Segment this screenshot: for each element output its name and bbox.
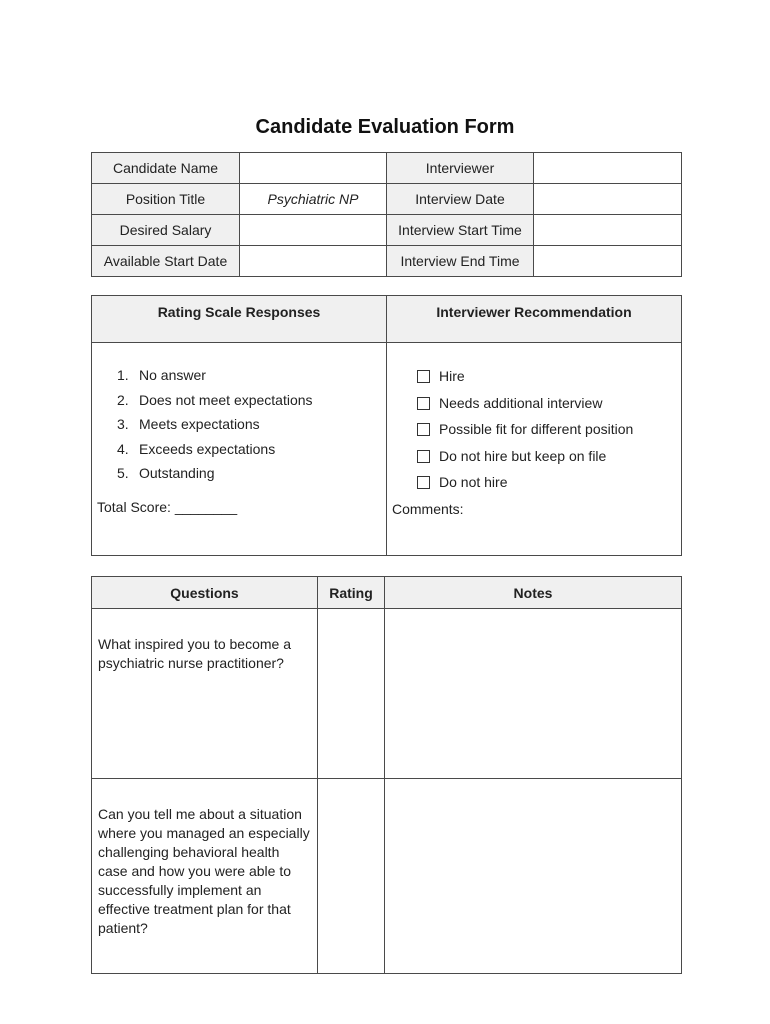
interviewer-field[interactable] [534, 153, 682, 184]
notes-field[interactable] [385, 779, 682, 974]
recommendation-cell [387, 343, 682, 556]
checkbox[interactable] [417, 450, 430, 463]
candidate-name-label: Candidate Name [92, 153, 240, 184]
checkbox[interactable] [417, 370, 430, 383]
interview-end-time-field[interactable] [534, 246, 682, 277]
list-item: 1. No answer [117, 367, 206, 383]
rating-header: Rating [318, 577, 385, 609]
table-row [92, 779, 682, 974]
option-hire[interactable]: Hire [417, 368, 633, 395]
rating-field[interactable] [318, 779, 385, 974]
option-possible-fit[interactable]: Possible fit for different position [417, 421, 633, 448]
candidate-info-table [91, 152, 682, 277]
list-item: 2. Does not meet expectations [117, 391, 313, 408]
question-text: Can you tell me about a situation where you managed an especially challenging behavioral health case and how you were able to successfully implement an effective treatment plan for that patient? [92, 779, 318, 974]
form-title: Candidate Evaluation Form [255, 116, 515, 138]
rating-recommendation-table [91, 295, 682, 556]
questions-header: Questions [92, 577, 318, 609]
interview-date-label: Interview Date [387, 184, 534, 215]
desired-salary-field[interactable] [240, 215, 387, 246]
table-row [92, 609, 682, 779]
questions-table [91, 576, 682, 974]
interview-start-time-label: Interview Start Time [387, 215, 534, 246]
question-text: What inspired you to become a psychiatric nurse practitioner? [92, 609, 318, 779]
option-do-not-hire[interactable]: Do not hire [417, 474, 633, 501]
checkbox[interactable] [417, 423, 430, 436]
option-keep-on-file[interactable]: Do not hire but keep on file [417, 448, 633, 475]
available-start-date-field[interactable] [240, 246, 387, 277]
notes-header: Notes [385, 577, 682, 609]
option-needs-additional-interview[interactable]: Needs additional interview [417, 395, 633, 422]
recommendation-options [417, 368, 633, 501]
recommendation-header: Interviewer Recommendation [387, 296, 682, 343]
rating-scale-list [117, 367, 313, 490]
checkbox[interactable] [417, 397, 430, 410]
interview-date-field[interactable] [534, 184, 682, 215]
interviewer-label: Interviewer [387, 153, 534, 184]
rating-field[interactable] [318, 609, 385, 779]
rating-scale-cell [92, 343, 387, 556]
checkbox[interactable] [417, 476, 430, 489]
position-title-label: Position Title [92, 184, 240, 215]
list-item: 4. Exceeds expectations [117, 440, 276, 457]
interview-start-time-field[interactable] [534, 215, 682, 246]
position-title-field[interactable]: Psychiatric NP [240, 184, 387, 215]
rating-scale-header: Rating Scale Responses [92, 296, 387, 343]
comments-label: Comments: [392, 501, 464, 517]
interview-end-time-label: Interview End Time [387, 246, 534, 277]
list-item: 5. Outstanding [117, 465, 215, 481]
list-item: 3. Meets expectations [117, 416, 260, 432]
available-start-date-label: Available Start Date [92, 246, 240, 277]
candidate-name-field[interactable] [240, 153, 387, 184]
desired-salary-label: Desired Salary [92, 215, 240, 246]
notes-field[interactable] [385, 609, 682, 779]
total-score-field[interactable]: Total Score: ________ [97, 499, 238, 515]
